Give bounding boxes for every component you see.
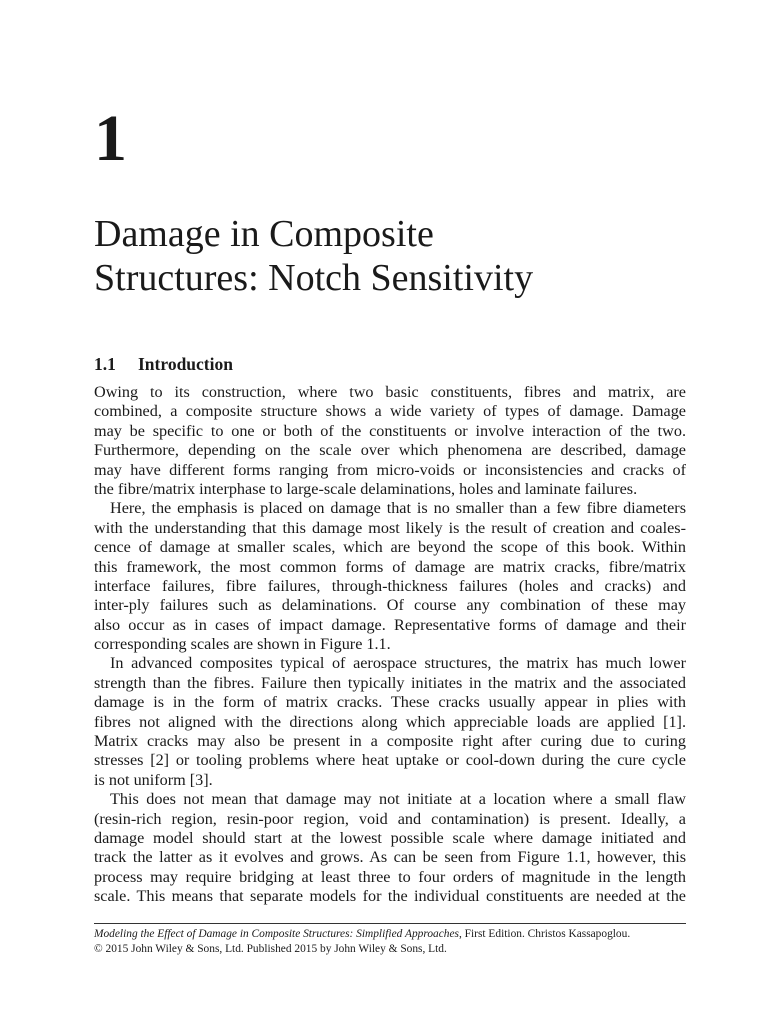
footer-book-title: Modeling the Effect of Damage in Composite Structures: Simplified Approaches: [94, 928, 459, 940]
body-line: Furthermore, depending on the scale over which phenomena are described, damage: [94, 441, 686, 460]
footer-copyright: © 2015 John Wiley & Sons, Ltd. Published 2015 by John Wiley & Sons, Ltd.: [94, 942, 447, 955]
body-line: (resin-rich region, resin-poor region, void and contamination) is present. Ideally, a: [94, 809, 686, 828]
body-line: may be specific to one or both of the constituents or involve interaction of the two.: [94, 421, 686, 440]
footer: [94, 927, 694, 956]
body-line: strength than the fibres. Failure then typically initiates in the matrix and the associated: [94, 673, 686, 692]
body-line: damage is in the form of matrix cracks. These cracks usually appear in plies with: [94, 693, 686, 712]
footer-citation: [94, 927, 694, 942]
chapter-title-line-1: Damage in Composite: [94, 213, 434, 255]
body-text: [94, 383, 686, 907]
body-line: cence of damage at smaller scales, which are beyond the scope of this book. Within: [94, 538, 686, 557]
section-heading: [94, 354, 233, 375]
body-line: the fibre/matrix interphase to large-scale delaminations, holes and laminate failures.: [94, 479, 638, 498]
body-line: Owing to its construction, where two basic constituents, fibres and matrix, are: [94, 383, 686, 401]
body-line: Here, the emphasis is placed on damage that is no smaller than a few fibre diameters: [110, 499, 686, 518]
section-number: 1.1: [94, 354, 116, 374]
body-line: In advanced composites typical of aerospace structures, the matrix has much lower: [110, 654, 686, 673]
footer-rule: [94, 923, 686, 924]
body-line: stresses [2] or tooling problems where heat uptake or cool-down during the cure cycle: [94, 751, 686, 770]
body-line: scale. This means that separate models for the individual constituents are needed at the: [94, 887, 686, 906]
body-line: corresponding scales are shown in Figure 1.1.: [94, 635, 391, 654]
body-line: is not uniform [3].: [94, 770, 213, 789]
body-line: with the understanding that this damage most likely is the result of creation and coales-: [94, 518, 686, 537]
body-line: This does not mean that damage may not initiate at a location where a small flaw: [110, 790, 686, 809]
body-line: inter-ply failures such as delaminations. Of course any combination of these may: [94, 596, 686, 615]
body-line: Matrix cracks may also be present in a composite right after curing due to curing: [94, 732, 686, 751]
body-line: fibres not aligned with the directions along which appreciable loads are applied [1].: [94, 712, 686, 731]
body-line: combined, a composite structure shows a wide variety of types of damage. Damage: [94, 402, 686, 421]
chapter-title-line-2: Structures: Notch Sensitivity: [94, 257, 534, 299]
body-line: interface failures, fibre failures, through-thickness failures (holes and cracks) and: [94, 576, 686, 595]
body-line: track the latter as it evolves and grows. As can be seen from Figure 1.1, however, this: [94, 848, 686, 867]
body-line: process may require bridging at least three to four orders of magnitude in the length: [94, 867, 686, 886]
chapter-title: [94, 212, 694, 300]
body-line: may have different forms ranging from micro-voids or inconsistencies and cracks of: [94, 460, 686, 479]
body-line: this framework, the most common forms of damage are matrix cracks, fibre/matrix: [94, 557, 686, 576]
section-title: Introduction: [138, 354, 233, 374]
footer-edition-author: , First Edition. Christos Kassapoglou.: [458, 928, 631, 940]
chapter-number: 1: [94, 102, 127, 175]
body-line: also occur as in cases of impact damage. Representative forms of damage and their: [94, 615, 686, 634]
body-line: damage model should start at the lowest possible scale where damage initiated and: [94, 828, 686, 847]
